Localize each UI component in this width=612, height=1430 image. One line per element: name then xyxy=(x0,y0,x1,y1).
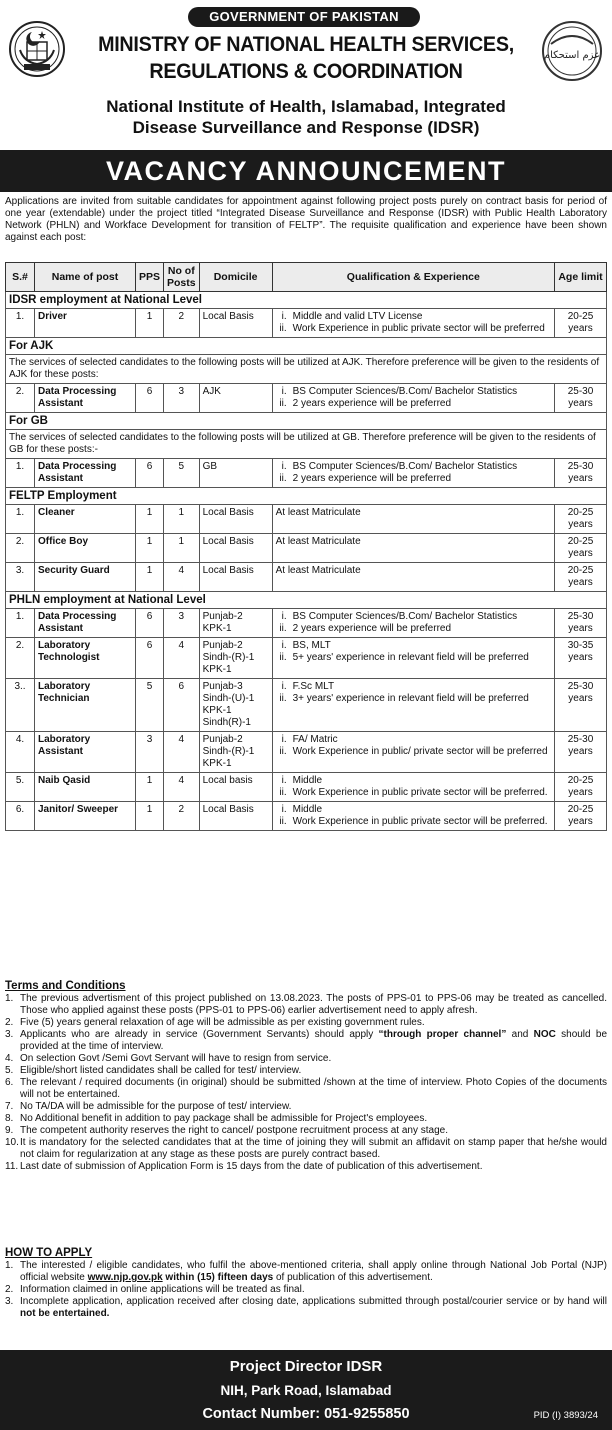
section-ajk: For AJK xyxy=(6,338,607,355)
cell-sn: 3. xyxy=(6,563,35,592)
cell-qualification: i. FA/ Matric ii. Work Experience in public/ private sector will be preferred xyxy=(272,732,554,773)
institute-line2: Disease Surveillance and Response (IDSR) xyxy=(132,118,480,137)
apply-part: Incomplete application, application received after closing date, applications submitted through postal/courier service or by hand will xyxy=(20,1296,607,1307)
cell-posts: 4 xyxy=(164,638,200,679)
institute-title xyxy=(20,96,592,138)
cell-age: 25-30 years xyxy=(555,459,607,488)
cell-post: Laboratory Technologist xyxy=(35,638,136,679)
cell-sn: 2. xyxy=(6,638,35,679)
list-item: 3. Applicants who are already in service (Government Servants) should apply “through proper channel” and NOC should be provided at the time of interview. xyxy=(5,1029,608,1052)
domicile-line: KPK-1 xyxy=(202,705,232,716)
term-bold: NOC xyxy=(533,1029,556,1040)
cell-age: 25-30 years xyxy=(555,679,607,732)
qual-item: 2 years experience will be preferred xyxy=(292,623,452,634)
cell-posts: 3 xyxy=(164,609,200,638)
qual-item: BS, MLT xyxy=(292,640,331,651)
domicile-line: Local Basis xyxy=(202,804,254,815)
cell-pps: 3 xyxy=(136,732,164,773)
qual-item: Work Experience in public private sector will be preferred xyxy=(292,323,545,334)
domicile-line: Sindh-(R)-1 xyxy=(202,652,255,663)
cell-age: 30-35 years xyxy=(555,638,607,679)
cell-post: Security Guard xyxy=(35,563,136,592)
cell-posts: 4 xyxy=(164,732,200,773)
cell-posts: 1 xyxy=(164,534,200,563)
cell-pps: 5 xyxy=(136,679,164,732)
cell-sn: 1. xyxy=(6,459,35,488)
list-item: 5. Eligible/short listed candidates shall be called for test/ interview. xyxy=(5,1065,607,1077)
list-item: 8. No Additional benefit in addition to pay package shall be admissible for Project's employees. xyxy=(5,1113,607,1125)
qual-item: Middle xyxy=(292,804,323,815)
cell-qualification: i. Middle ii. Work Experience in public private sector will be preferred. xyxy=(272,802,554,831)
term-text: It is mandatory for the selected candidates that at the time of joining they will submit an affidavit on stamp paper that he/she would not claim for regularization at any stage as these posts are purely contract based. xyxy=(20,1137,607,1160)
domicile-line: KPK-1 xyxy=(202,758,232,769)
cell-pps: 6 xyxy=(136,459,164,488)
cell-pps: 1 xyxy=(136,309,164,338)
cell-domicile xyxy=(199,609,272,638)
header-posts: No of Posts xyxy=(164,263,200,292)
cell-domicile xyxy=(199,802,272,831)
cell-age: 20-25 years xyxy=(555,505,607,534)
cell-domicile xyxy=(199,773,272,802)
domicile-line: KPK-1 xyxy=(202,664,232,675)
cell-sn: 5. xyxy=(6,773,35,802)
section-phln: PHLN employment at National Level xyxy=(6,592,607,609)
section-feltp: FELTP Employment xyxy=(6,488,607,505)
qual-item: 2 years experience will be preferred xyxy=(292,398,452,409)
cell-domicile xyxy=(199,638,272,679)
qual-item: BS Computer Sciences/B.Com/ Bachelor Statistics xyxy=(292,461,518,472)
header-age: Age limit xyxy=(555,263,607,292)
cell-age: 25-30 years xyxy=(555,384,607,413)
term-text: The previous advertisment of this project published on 13.08.2023. The posts of PPS-01 to PPS-06 may be treated as cancelled. Those who applied against these posts (PPS-01 to PPS-06) earlier advertisement need to apply afresh. xyxy=(20,993,607,1016)
cell-sn: 2. xyxy=(6,534,35,563)
qual-item: 2 years experience will be preferred xyxy=(292,473,452,484)
page-title: VACANCY ANNOUNCEMENT xyxy=(0,150,612,192)
cell-domicile xyxy=(199,732,272,773)
table-row xyxy=(6,732,607,773)
cell-post: Data Processing Assistant xyxy=(35,609,136,638)
section-gb-note: The services of selected candidates to the following posts will be utilized at GB. Therefore preference will be given to the residents of GB for these posts:- xyxy=(6,430,607,459)
cell-post: Data Processing Assistant xyxy=(35,459,136,488)
cell-sn: 3.. xyxy=(6,679,35,732)
terms-heading: Terms and Conditions xyxy=(5,980,126,992)
cell-sn: 1. xyxy=(6,309,35,338)
cell-domicile: Local Basis xyxy=(199,563,272,592)
cell-posts: 4 xyxy=(164,773,200,802)
cell-age: 25-30 years xyxy=(555,732,607,773)
cell-post: Data Processing Assistant xyxy=(35,384,136,413)
table-row xyxy=(6,505,607,534)
term-bold: “through proper channel” xyxy=(378,1029,507,1040)
apply-text xyxy=(20,1260,607,1284)
domicile-line: Sindh-(U)-1 xyxy=(202,693,255,704)
table-row xyxy=(6,638,607,679)
cell-sn: 6. xyxy=(6,802,35,831)
term-text: The relevant / required documents (in original) should be submitted /shown at the time of interview. Photo Copies of the documents will not be entertained. xyxy=(20,1077,607,1100)
cell-qualification: i. BS Computer Sciences/B.Com/ Bachelor Statistics ii. 2 years experience will be preferred xyxy=(272,459,554,488)
logo-text: عزم استحکام xyxy=(543,50,601,61)
list-item: 3. Incomplete application, application received after closing date, applications submitted through postal/courier service or by hand will not be entertained. xyxy=(5,1296,607,1319)
term-text: The competent authority reserves the right to cancel/ postpone recruitment process at any stage. xyxy=(20,1125,449,1136)
list-item: 11. Last date of submission of Application Form is 15 days from the date of publication of this advertisement. xyxy=(5,1161,607,1173)
list-item: 10. It is mandatory for the selected candidates that at the time of joining they will submit an affidavit on stamp paper that he/she would not claim for regularization at any stage as these posts are purely contract based. xyxy=(5,1137,607,1160)
cell-posts: 5 xyxy=(164,459,200,488)
apply-part: The interested / eligible candidates, who fulfil the above-mentioned criteria, shall apply online through National Job Portal (NJP) official website xyxy=(20,1260,607,1283)
cell-posts: 4 xyxy=(164,563,200,592)
cell-pps: 6 xyxy=(136,609,164,638)
list-item: 7. No TA/DA will be admissible for the purpose of test/ interview. xyxy=(5,1101,607,1113)
header-sn: S.# xyxy=(6,263,35,292)
term-text: Eligible/short listed candidates shall be called for test/ interview. xyxy=(20,1065,302,1076)
cell-qualification: i. BS, MLT ii. 5+ years' experience in relevant field will be preferred xyxy=(272,638,554,679)
cell-post: Laboratory Technician xyxy=(35,679,136,732)
ministry-line1: MINISTRY OF NATIONAL HEALTH SERVICES, xyxy=(98,33,514,56)
term-part: should be provided at the time of interview. xyxy=(20,1029,608,1052)
cell-sn: 1. xyxy=(6,505,35,534)
list-item: 6. The relevant / required documents (in original) should be submitted /shown at the time of interview. Photo Copies of the documents will not be entertained. xyxy=(5,1077,607,1100)
cell-pps: 1 xyxy=(136,534,164,563)
cell-post: Janitor/ Sweeper xyxy=(35,802,136,831)
cell-posts: 2 xyxy=(164,309,200,338)
footer-contact: Contact Number: 051-9255850 xyxy=(202,1406,410,1422)
list-item: 2. Information claimed in online applications will be treated as final. xyxy=(5,1284,607,1296)
qual-item: 5+ years' experience in relevant field will be preferred xyxy=(292,652,529,663)
table-row xyxy=(6,563,607,592)
table-row xyxy=(6,309,607,338)
table-row xyxy=(6,679,607,732)
qual-item: Middle xyxy=(292,775,323,786)
term-part: Applicants who are already in service (Government Servants) should apply xyxy=(20,1029,379,1040)
header-pps: PPS xyxy=(136,263,164,292)
qual-item: Middle and valid LTV License xyxy=(292,311,423,322)
section-idsr: IDSR employment at National Level xyxy=(6,292,607,309)
cell-sn: 2. xyxy=(6,384,35,413)
cell-posts: 6 xyxy=(164,679,200,732)
cell-posts: 3 xyxy=(164,384,200,413)
domicile-line: Punjab-3 xyxy=(202,681,243,692)
domicile-line: Punjab-2 xyxy=(202,734,243,745)
cell-pps: 1 xyxy=(136,802,164,831)
cell-post: Cleaner xyxy=(35,505,136,534)
cell-qualification: At least Matriculate xyxy=(272,505,554,534)
ministry-line2: REGULATIONS & COORDINATION xyxy=(149,60,463,83)
cell-post: Laboratory Assistant xyxy=(35,732,136,773)
cell-age: 20-25 years xyxy=(555,534,607,563)
intro-paragraph: Applications are invited from suitable candidates for appointment against following project posts purely on contract basis for period of one year (extendable) under the project titled “Integrated Disease Surveillance and Response (IDSR) with Public Health Laboratory Network (PHLN) and Workface Development for transition of FELTP”. The requisite qualification and experience have been shown against each post: xyxy=(5,196,607,243)
table-row xyxy=(6,459,607,488)
table-row xyxy=(6,384,607,413)
cell-qualification: At least Matriculate xyxy=(272,563,554,592)
footer-pid: PID (I) 3893/24 xyxy=(533,1410,598,1421)
apply-text xyxy=(20,1296,607,1320)
cell-pps: 1 xyxy=(136,563,164,592)
azm-e-istehkam-logo xyxy=(541,20,603,82)
header-qualification: Qualification & Experience xyxy=(272,263,554,292)
domicile-line: Sindh-(R)-1 xyxy=(202,746,255,757)
ministry-title xyxy=(84,31,528,85)
cell-age: 20-25 years xyxy=(555,773,607,802)
qual-item: Work Experience in public private sector will be preferred. xyxy=(292,816,548,827)
qual-item: F.Sc MLT xyxy=(292,681,335,692)
njp-link[interactable]: www.njp.gov.pk xyxy=(87,1272,163,1283)
qual-item: Work Experience in public/ private sector will be preferred xyxy=(292,746,548,757)
domicile-line: Sindh(R)-1 xyxy=(202,717,251,728)
table-row xyxy=(6,609,607,638)
domicile-line: KPK-1 xyxy=(202,623,232,634)
list-item: 1. The previous advertisment of this project published on 13.08.2023. The posts of PPS-01 to PPS-06 may be treated as cancelled. Those who applied against these posts (PPS-01 to PPS-06) earlier advertisement need to apply afresh. xyxy=(5,993,607,1016)
qual-item: 3+ years' experience in relevant field will be preferred xyxy=(292,693,529,704)
domicile-line: Local basis xyxy=(202,775,253,786)
qual-item: BS Computer Sciences/B.Com/ Bachelor Statistics xyxy=(292,386,518,397)
cell-post: Driver xyxy=(35,309,136,338)
list-item: 2. Five (5) years general relaxation of age will be admissible as per existing government rules. xyxy=(5,1017,607,1029)
header-post: Name of post xyxy=(35,263,136,292)
apply-bold: not be entertained. xyxy=(20,1308,110,1319)
term-text: Five (5) years general relaxation of age will be admissible as per existing government rules. xyxy=(20,1017,425,1028)
list-item: 4. On selection Govt /Semi Govt Servant will have to resign from service. xyxy=(5,1053,607,1065)
table-header-row xyxy=(6,263,607,292)
pakistan-emblem-icon xyxy=(8,20,66,78)
footer-director: Project Director IDSR xyxy=(229,1358,383,1375)
term-part: and xyxy=(506,1029,534,1040)
table-row xyxy=(6,534,607,563)
cell-qualification: i. BS Computer Sciences/B.Com/ Bachelor Statistics ii. 2 years experience will be preferred xyxy=(272,384,554,413)
list-item: 1. The interested / eligible candidates, who fulfil the above-mentioned criteria, shall apply online through National Job Portal (NJP) official website www.njp.gov.pk within (15) fifteen days of publication of this advertisement. xyxy=(5,1260,607,1283)
term-text: Last date of submission of Application Form is 15 days from the date of publication of this advertisement. xyxy=(20,1161,483,1172)
cell-age: 20-25 years xyxy=(555,309,607,338)
cell-age: 25-30 years xyxy=(555,609,607,638)
qual-item: FA/ Matric xyxy=(292,734,338,745)
cell-domicile: Local Basis xyxy=(199,309,272,338)
cell-qualification: i. BS Computer Sciences/B.Com/ Bachelor Statistics ii. 2 years experience will be preferred xyxy=(272,609,554,638)
section-gb: For GB xyxy=(6,413,607,430)
cell-qualification: i. F.Sc MLT ii. 3+ years' experience in relevant field will be preferred xyxy=(272,679,554,732)
cell-pps: 1 xyxy=(136,773,164,802)
cell-qualification: i. Middle ii. Work Experience in public private sector will be preferred. xyxy=(272,773,554,802)
table-row xyxy=(6,773,607,802)
terms-and-conditions xyxy=(5,980,607,1173)
footer-address: NIH, Park Road, Islamabad xyxy=(220,1383,392,1398)
posts-table xyxy=(5,262,607,831)
cell-qualification: At least Matriculate xyxy=(272,534,554,563)
cell-post: Office Boy xyxy=(35,534,136,563)
qual-item: Work Experience in public private sector will be preferred. xyxy=(292,787,548,798)
header-domicile: Domicile xyxy=(199,263,272,292)
cell-age: 20-25 years xyxy=(555,802,607,831)
term-text: On selection Govt /Semi Govt Servant will have to resign from service. xyxy=(20,1053,332,1064)
apply-heading: HOW TO APPLY xyxy=(5,1247,93,1259)
cell-posts: 2 xyxy=(164,802,200,831)
cell-sn: 4. xyxy=(6,732,35,773)
government-label: GOVERNMENT OF PAKISTAN xyxy=(188,7,420,27)
domicile-line: Punjab-2 xyxy=(202,640,243,651)
section-ajk-note: The services of selected candidates to the following posts will be utilized at AJK. Therefore preference will be given to the residents of AJK for these posts: xyxy=(6,355,607,384)
cell-domicile xyxy=(199,679,272,732)
footer xyxy=(0,1350,612,1430)
how-to-apply xyxy=(5,1247,607,1320)
apply-bold: within (15) fifteen days xyxy=(162,1272,274,1283)
cell-domicile: AJK xyxy=(199,384,272,413)
list-item: 9. The competent authority reserves the right to cancel/ postpone recruitment process at any stage. xyxy=(5,1125,607,1137)
cell-domicile: Local Basis xyxy=(199,505,272,534)
apply-text: Information claimed in online applications will be treated as final. xyxy=(20,1284,305,1295)
institute-line1: National Institute of Health, Islamabad, Integrated xyxy=(106,97,506,116)
domicile-line: Punjab-2 xyxy=(202,611,243,622)
cell-pps: 6 xyxy=(136,384,164,413)
cell-post: Naib Qasid xyxy=(35,773,136,802)
term-text xyxy=(20,1029,607,1053)
term-text: No Additional benefit in addition to pay package shall be admissible for Project's employees. xyxy=(20,1113,428,1124)
cell-pps: 6 xyxy=(136,638,164,679)
cell-domicile: GB xyxy=(199,459,272,488)
cell-posts: 1 xyxy=(164,505,200,534)
header xyxy=(0,0,612,150)
cell-age: 20-25 years xyxy=(555,563,607,592)
cell-pps: 1 xyxy=(136,505,164,534)
term-text: No TA/DA will be admissible for the purpose of test/ interview. xyxy=(20,1101,292,1112)
cell-sn: 1. xyxy=(6,609,35,638)
qual-item: BS Computer Sciences/B.Com/ Bachelor Statistics xyxy=(292,611,518,622)
cell-domicile: Local Basis xyxy=(199,534,272,563)
apply-part: of publication of this advertisement. xyxy=(273,1272,433,1283)
cell-qualification: i. Middle and valid LTV License ii. Work Experience in public private sector will be preferred xyxy=(272,309,554,338)
table-row xyxy=(6,802,607,831)
